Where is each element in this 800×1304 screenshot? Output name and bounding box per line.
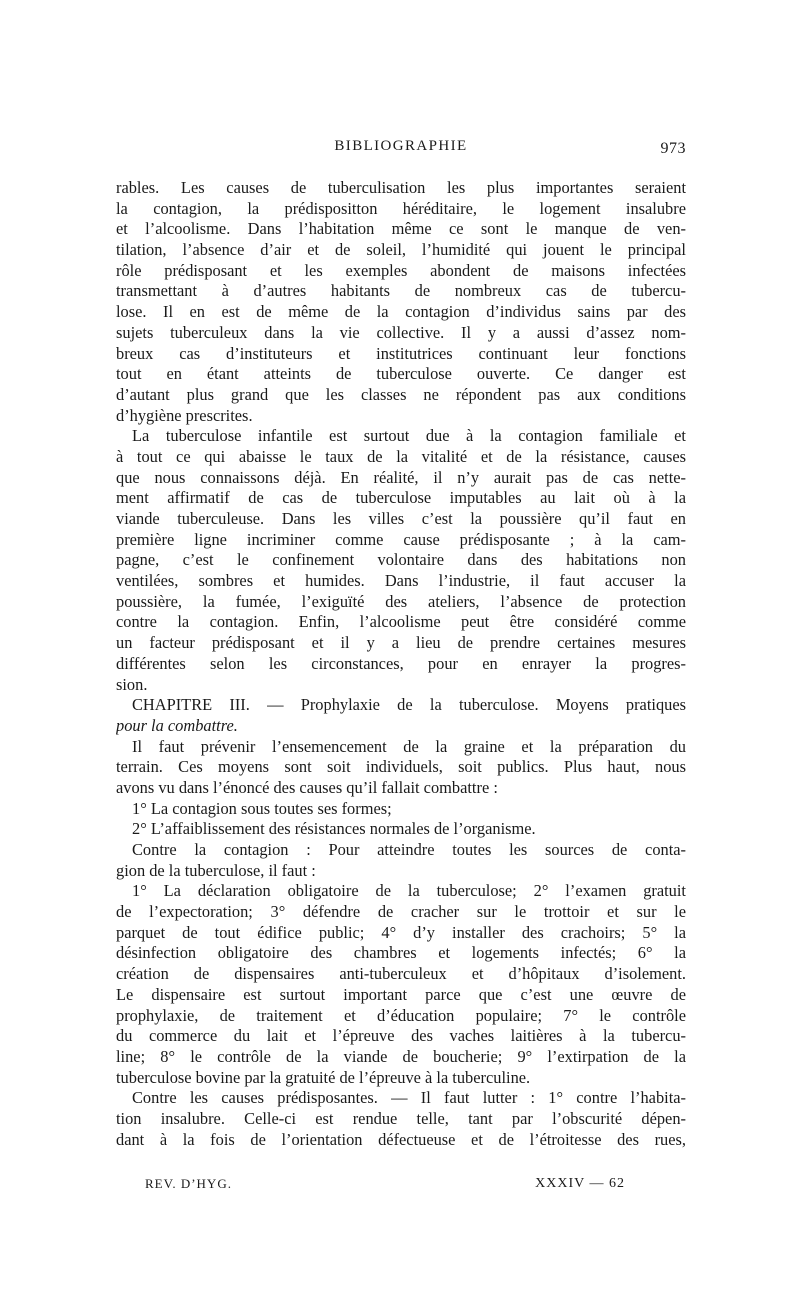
text-line: dant à la fois de l’orientation défectueuse et de l’étroitesse des rues, <box>116 1129 686 1149</box>
text-line: line; 8° le contrôle de la viande de boucherie; 9° l’extirpation de la <box>116 1046 686 1066</box>
text-line: tilation, l’absence d’air et de soleil, l’humidité qui jouent le principal <box>116 240 686 260</box>
text-line: rôle prédisposant et les exemples abondent de maisons infectées <box>116 260 686 280</box>
text-line: 2° L’affaiblissement des résistances normales de l’organisme. <box>132 819 536 839</box>
chapter-heading: CHAPITRE III. — Prophylaxie de la tuberculose. Moyens pratiques <box>132 695 686 715</box>
text-line: prophylaxie, de traitement et d’éducation populaire; 7° le contrôle <box>116 1005 686 1025</box>
text-line: et l’alcoolisme. Dans l’habitation même ce sont le manque de ven- <box>116 219 686 239</box>
text-line: sion. <box>116 674 148 694</box>
page-footer <box>145 1176 625 1198</box>
text-line: pour la combattre. <box>116 715 238 735</box>
text-line: de l’expectoration; 3° défendre de cracher sur le trottoir et sur le <box>116 902 686 922</box>
text-line: à tout ce qui abaisse le taux de la vitalité et de la résistance, causes <box>116 446 686 466</box>
text-line: création de dispensaires anti-tuberculeux et d’hôpitaux d’isolement. <box>116 964 686 984</box>
text-line: différentes selon les circonstances, pour en enrayer la progres- <box>116 653 686 673</box>
text-line: transmettant à d’autres habitants de nombreux cas de tubercu- <box>116 281 686 301</box>
text-line: la contagion, la prédispositton héréditaire, le logement insalubre <box>116 198 686 218</box>
text-line: parquet de tout édifice public; 4° d’y installer des crachoirs; 5° la <box>116 922 686 942</box>
text-line: rables. Les causes de tuberculisation les plus importantes seraient <box>116 178 686 197</box>
text-line: gion de la tuberculose, il faut : <box>116 860 316 880</box>
text-line: viande tuberculeuse. Dans les villes c’est la poussière qu’il faut en <box>116 509 686 528</box>
text-line: d’autant plus grand que les classes ne répondent pas aux conditions <box>116 384 686 404</box>
text-line: tout en étant atteints de tuberculose ouverte. Ce danger est <box>116 364 686 384</box>
text-line: désinfection obligatoire des chambres et logements infectés; 6° la <box>116 943 686 963</box>
text-line: poussière, la fumée, l’exiguïté des ateliers, l’absence de protection <box>116 591 686 611</box>
text-line: 1° La contagion sous toutes ses formes; <box>132 798 392 818</box>
text-line: Contre les causes prédisposantes. — Il faut lutter : 1° contre l’habita- <box>132 1088 686 1108</box>
body-text <box>116 178 686 1150</box>
signature-mark: XXXIV — 62 <box>535 1176 625 1191</box>
text-line: du commerce du lait et l’épreuve des vaches laitières à la tubercu- <box>116 1026 686 1046</box>
text-line: Il faut prévenir l’ensemencement de la graine et la préparation du <box>132 736 686 756</box>
text-line: un facteur prédisposant et il y a lieu de prendre certaines mesures <box>116 633 686 653</box>
text-line: tion insalubre. Celle-ci est rendue telle, tant par l’obscurité dépen- <box>116 1108 686 1128</box>
text-line: avons vu dans l’énoncé des causes qu’il fallait combattre : <box>116 777 498 797</box>
text-line: sujets tuberculeux dans la vie collective. Il y a aussi d’assez nom- <box>116 322 686 342</box>
text-line: d’hygiène prescrites. <box>116 405 253 425</box>
text-line: Contre la contagion : Pour atteindre toutes les sources de conta- <box>132 840 686 859</box>
text-line: terrain. Ces moyens sont soit individuels, soit publics. Plus haut, nous <box>116 757 686 777</box>
running-title: BIBLIOGRAPHIE <box>334 138 468 154</box>
page-header <box>116 138 686 164</box>
text-line: tuberculose bovine par la gratuité de l’épreuve à la tuberculine. <box>116 1067 531 1087</box>
text-line: que nous connaissons déjà. En réalité, il n’y aurait pas de cas nette- <box>116 467 686 487</box>
text-line: pagne, c’est le confinement volontaire dans des habitations non <box>116 550 686 570</box>
text-line: La tuberculose infantile est surtout due à la contagion familiale et <box>132 426 686 446</box>
text-line: lose. Il en est de même de la contagion d’individus sains par des <box>116 302 686 322</box>
text-line: ventilées, sombres et humides. Dans l’industrie, il faut accuser la <box>116 571 686 591</box>
text-line: première ligne incriminer comme cause prédisposante ; à la cam- <box>116 529 686 549</box>
text-line: contre la contagion. Enfin, l’alcoolisme peut être considéré comme <box>116 612 686 632</box>
journal-abbreviation: REV. D’HYG. <box>145 1176 232 1191</box>
text-line: ment affirmatif de cas de tuberculose imputables au lait où à la <box>116 488 686 508</box>
text-line: Le dispensaire est surtout important parce que c’est une œuvre de <box>116 984 686 1004</box>
page-number: 973 <box>660 140 686 157</box>
text-line: 1° La déclaration obligatoire de la tuberculose; 2° l’examen gratuit <box>132 881 686 901</box>
text-line: breux cas d’instituteurs et institutrices continuant leur fonctions <box>116 343 686 363</box>
